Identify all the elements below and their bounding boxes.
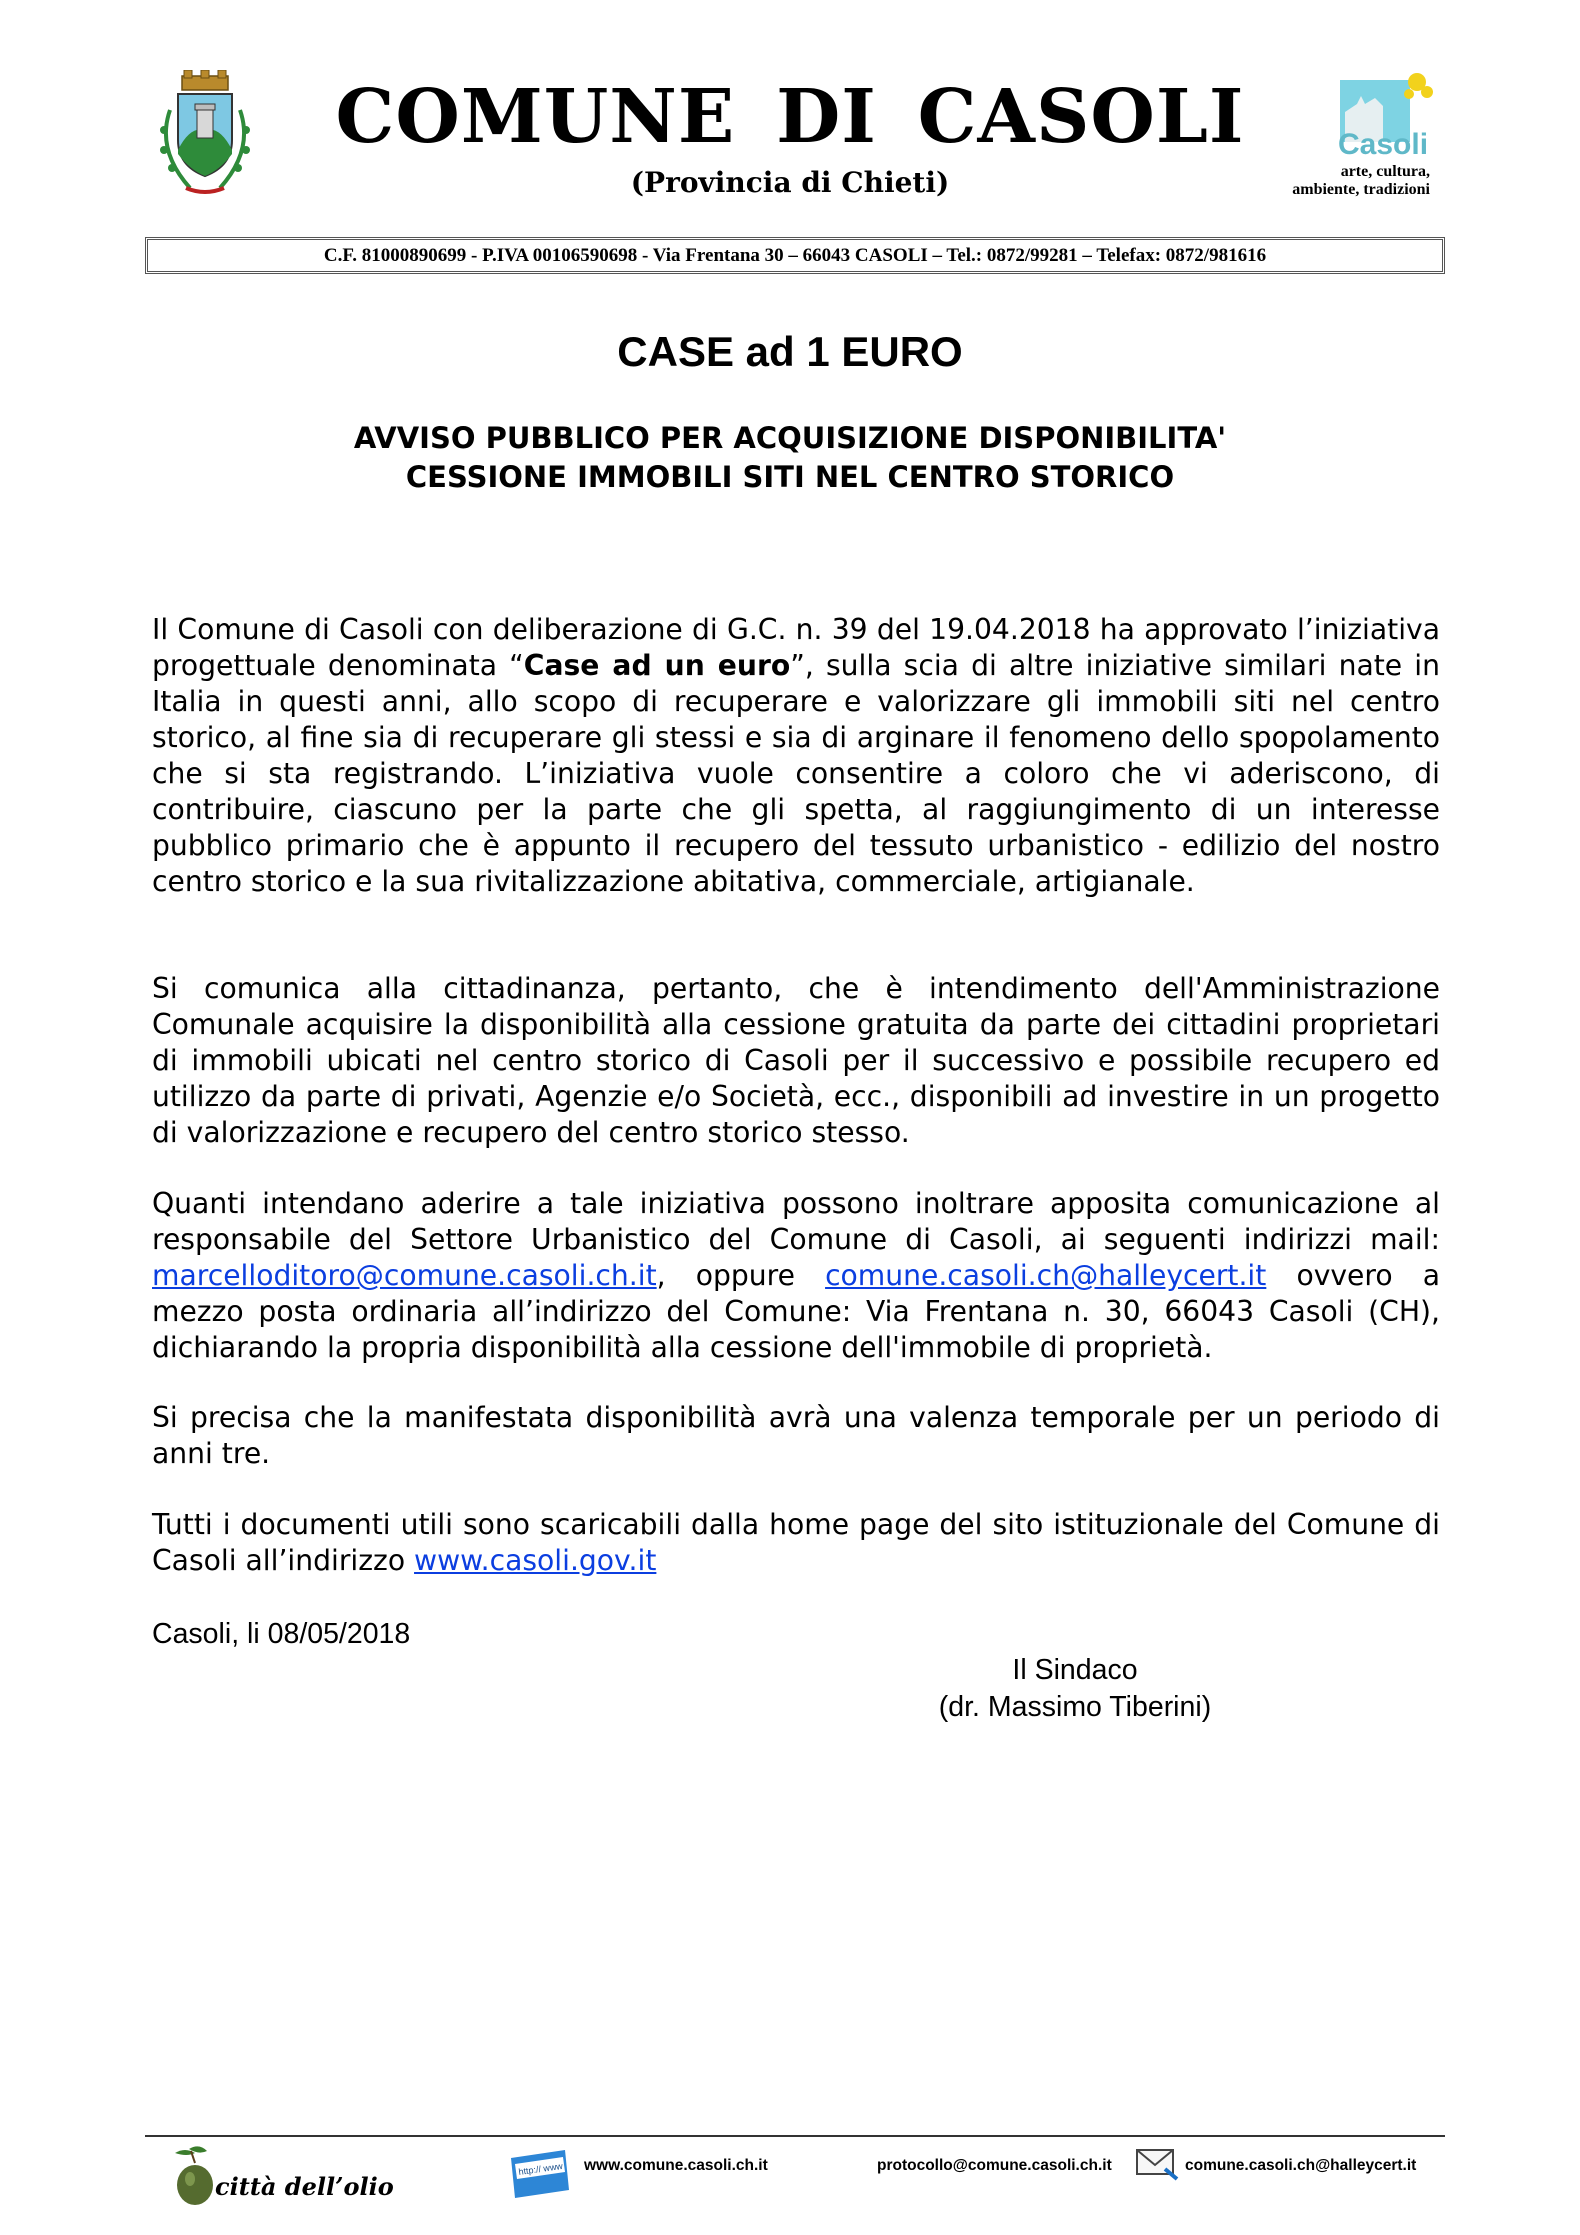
email-link-urbanistica[interactable]: marcelloditoro@comune.casoli.ch.it <box>152 1259 657 1292</box>
web-icon-label: http:// www <box>517 2160 564 2177</box>
paragraph-how-to-apply <box>152 1186 1440 1366</box>
paragraph-communication: Si comunica alla cittadinanza, pertanto, che è intendimento dell'Amministrazione Comunale acquisire la disponibilità alla cessione gratuita da parte dei cittadini proprietari di immobili ubicati nel centro storico di Casoli per il successivo e possibile recupero ed utilizzo da parte di privati, Agenzie e/o Società, ecc., disponibili ad investire in un progetto di valorizzazione e recupero del centro storico stesso. <box>152 972 1440 1149</box>
website-link[interactable]: www.casoli.gov.it <box>414 1544 657 1577</box>
p5-text-a: Tutti i documenti utili sono scaricabili dalla home page del sito istituzionale del Comune di Casoli all’indirizzo <box>152 1508 1440 1577</box>
brand-tagline-line-1: arte, cultura, <box>1340 163 1430 180</box>
notice-subtitle-2: CESSIONE IMMOBILI SITI NEL CENTRO STORICO <box>405 460 1175 494</box>
footer-protocol-email[interactable]: protocollo@comune.casoli.ch.it <box>877 2157 1112 2174</box>
paragraph-initiative <box>152 612 1440 900</box>
p1-text-b: ”, sulla scia di altre iniziative similari nate in Italia in questi anni, allo scopo di recuperare e valorizzare gli immobili siti nel centro storico, al fine sia di recuperare gli stessi e sia di arginare il fenomeno dello spopolamento che si sta registrando. L’iniziativa vuole consentire a coloro che vi aderiscono, di contribuire, ciascuno per la parte che gli spetta, al raggiungimento di un interesse pubblico primario che è appunto il recupero del tessuto urbanistico - edilizio del nostro centro storico e la sua rivitalizzazione abitativa, commerciale, artigianale. <box>152 649 1440 898</box>
paragraph-documents <box>152 1507 1440 1579</box>
p1-text-a: Il Comune di Casoli con deliberazione di G.C. n. 39 del 19.04.2018 ha approvato l’iniziativa progettuale denominata “ <box>152 613 1440 682</box>
date-line: Casoli, li 08/05/2018 <box>152 1618 411 1650</box>
brand-tagline-line-2: ambiente, tradizioni <box>1292 181 1430 198</box>
paragraph-validity: Si precisa che la manifestata disponibilità avrà una valenza temporale per un periodo di anni tre. <box>152 1401 1440 1470</box>
mail-envelope-icon <box>1135 2147 1179 2181</box>
olive-city-label: città dell’olio <box>215 2172 394 2201</box>
web-globe-icon <box>505 2148 573 2200</box>
signature-role: Il Sindaco <box>1012 1654 1138 1686</box>
brand-tagline <box>1250 163 1430 199</box>
p3-text-a: Quanti intendano aderire a tale iniziativa possono inoltrare apposita comunicazione al responsabile del Settore Urbanistico del Comune di Casoli, ai seguenti indirizzi mail: <box>152 1187 1440 1256</box>
notice-title: CASE ad 1 EURO <box>617 328 963 375</box>
notice-subtitle-1: AVVISO PUBBLICO PER ACQUISIZIONE DISPONIBILITA' <box>353 421 1227 455</box>
signature-name: (dr. Massimo Tiberini) <box>938 1691 1212 1723</box>
contact-info-bar: C.F. 81000890699 - P.IVA 00106590698 - Via Frentana 30 – 66043 CASOLI – Tel.: 0872/99281 – Telefax: 0872/981616 <box>145 237 1445 274</box>
email-link-pec[interactable]: comune.casoli.ch@halleycert.it <box>825 1259 1267 1292</box>
p3-text-b: , oppure <box>656 1259 826 1292</box>
province-label: (Provincia di Chieti) <box>630 166 950 199</box>
footer-website[interactable]: www.comune.casoli.ch.it <box>584 2157 768 2174</box>
footer-divider <box>145 2135 1445 2137</box>
brand-name: Casoli <box>1338 128 1429 161</box>
p1-bold: Case ad un euro <box>523 649 791 682</box>
municipality-title: COMUNE DI CASOLI <box>335 74 1245 160</box>
p3-text-c: ovvero a mezzo posta ordinaria all’indirizzo del Comune: Via Frentana n. 30, 66043 Casoli (CH), dichiarando la propria disponibilità alla cessione dell'immobile di proprietà. <box>152 1259 1441 1364</box>
footer-pec-email[interactable]: comune.casoli.ch@halleycert.it <box>1185 2157 1417 2174</box>
